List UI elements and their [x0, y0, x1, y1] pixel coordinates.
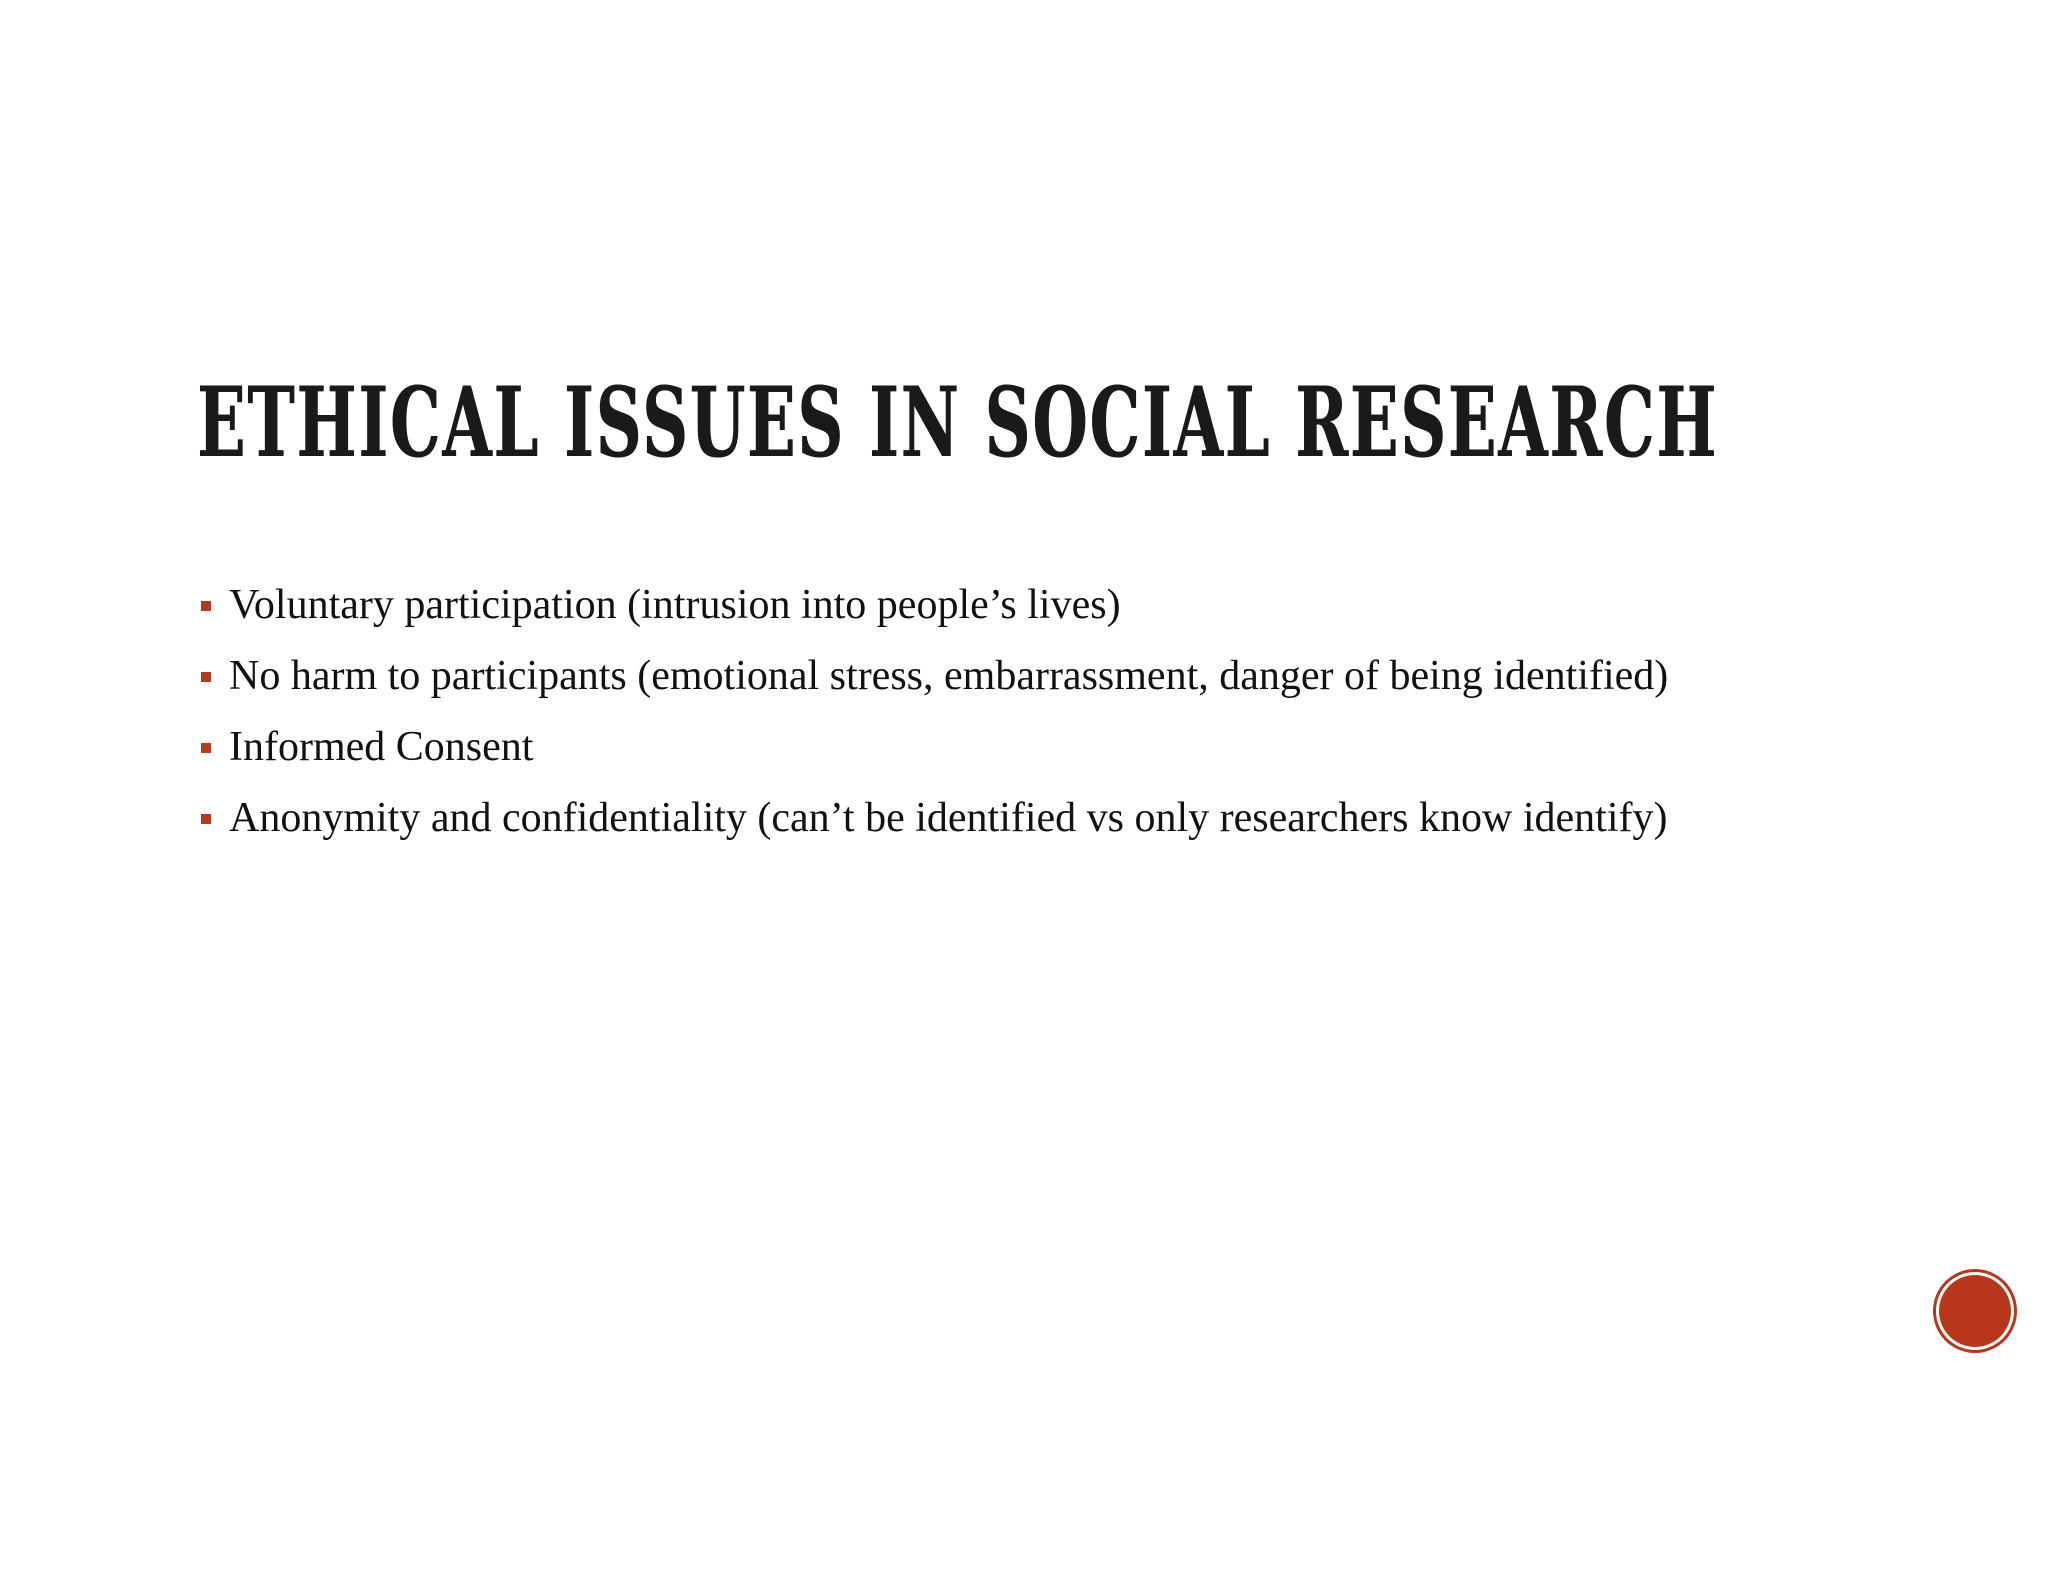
- list-item: [197, 653, 1757, 699]
- square-bullet-icon: [201, 672, 211, 682]
- square-bullet-icon: [201, 814, 211, 824]
- list-item: [197, 582, 1757, 628]
- bullet-text: Voluntary participation (intrusion into people’s lives): [229, 582, 1121, 628]
- bullet-list: [197, 582, 1757, 866]
- bullet-text: No harm to participants (emotional stress, embarrassment, danger of being identified): [229, 653, 1669, 699]
- bullet-text: Informed Consent: [229, 724, 534, 770]
- square-bullet-icon: [201, 601, 211, 611]
- circle-badge-icon: [1939, 1275, 2011, 1347]
- list-item: [197, 795, 1757, 841]
- slide-title: ETHICAL ISSUES IN SOCIAL RESEARCH: [197, 366, 1719, 479]
- list-item: [197, 724, 1757, 770]
- bullet-text: Anonymity and confidentiality (can’t be identified vs only researchers know identify): [229, 795, 1668, 841]
- square-bullet-icon: [201, 743, 211, 753]
